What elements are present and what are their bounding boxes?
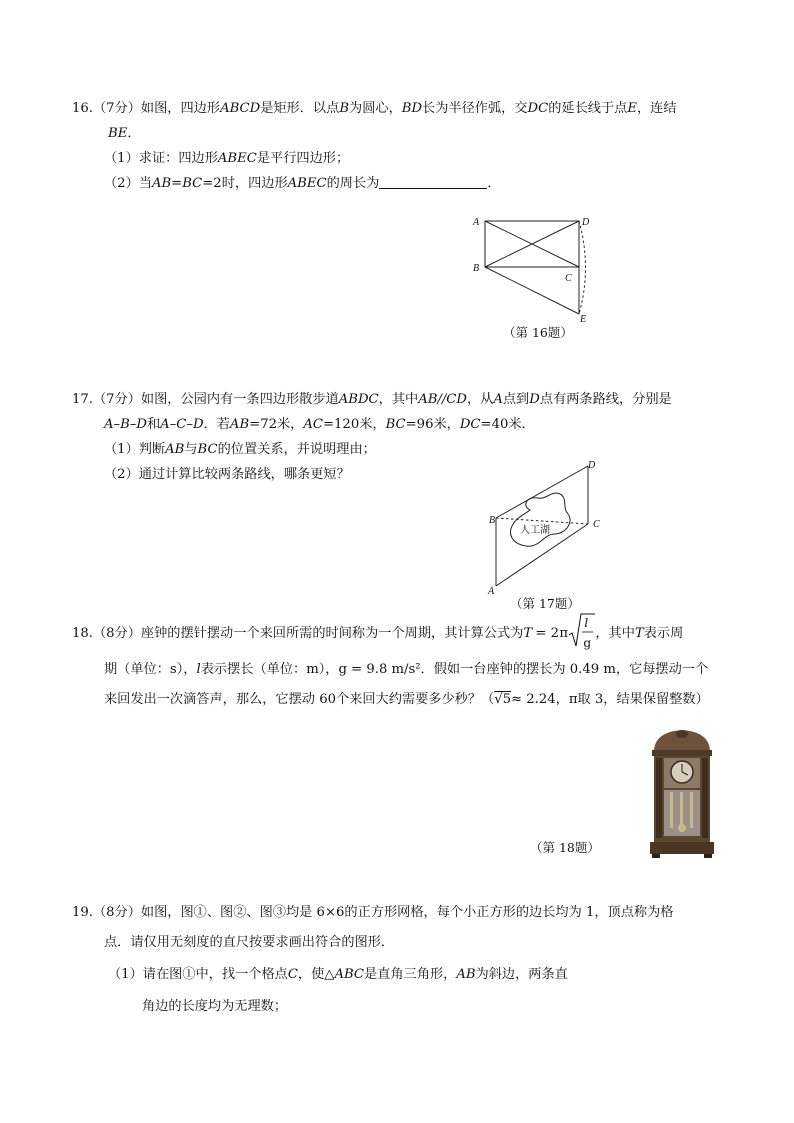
q16-label-b: B (473, 263, 480, 274)
clock-image (648, 728, 716, 858)
answer-blank (379, 175, 487, 189)
q16-part-2: （2）当AB=BC=2时，四边形ABEC的周长为 ． (104, 176, 501, 191)
q18-line-3: 来回发出一次滴答声，那么，它摆动 60个来回大约需要多少秒？（√5≈ 2.24，π取 3，结果保留整数） (104, 692, 709, 707)
q18-caption: （第 18题） (530, 840, 600, 855)
q17-figure (482, 456, 606, 598)
q17-label-d: D (588, 460, 596, 471)
q16-part-1: （1）求证：四边形ABEC是平行四边形； (104, 151, 350, 166)
sqrt5-expression: √5 (494, 692, 512, 707)
q17-lake-label: 人工湖 (520, 525, 550, 536)
q16-label-e: E (580, 314, 587, 325)
q16-line-1: 16.（7分）如图，四边形ABCD是矩形．以点B为圆心，BD长为半径作弧，交DC的延长线于点E，连结 (72, 101, 677, 116)
q17-part-2: （2）通过计算比较两条路线，哪条更短？ (104, 467, 350, 482)
q16-label-d: D (582, 217, 590, 228)
q19-line-2: 点．请仅用无刻度的直尺按要求画出符合的图形． (104, 935, 395, 950)
q17-line-2: A–B–D和A–C–D．若AB=72米，AC=120米，BC=96米，DC=40米． (104, 417, 535, 432)
q18-line-1: 18.（8分）座钟的摆针摆动一个来回所需的时间称为一个周期，其计算公式为 T = 2 π l g ，其中T表示周 (72, 616, 684, 650)
q17-part-1: （1）判断AB与BC的位置关系，并说明理由； (104, 442, 376, 457)
q16-caption: （第 16题） (503, 325, 573, 340)
q16-label-c: C (565, 273, 572, 284)
q19-line-1: 19.（8分）如图，图①、图②、图③均是 6×6的正方形网格，每个小正方形的边长均为 1，顶点称为格 (72, 905, 674, 920)
q17-label-c: C (593, 519, 600, 530)
q16-figure (468, 210, 596, 326)
q16-label-a: A (473, 217, 480, 228)
period-formula: T = 2 π l g (523, 625, 595, 643)
q17-label-a: A (488, 586, 495, 597)
q17-line-1: 17.（7分）如图，公园内有一条四边形散步道ABDC，其中AB//CD，从A点到D点有两条路线，分别是 (72, 392, 672, 407)
q17-caption: （第 17题） (510, 596, 580, 611)
q16-line-2: BE． (108, 126, 141, 141)
q18-line-2: 期（单位：s），l表示摆长（单位：m），g = 9.8 m/s²．假如一台座钟的摆长为 0.49 m，它每摆动一个 (104, 662, 709, 677)
q17-label-b: B (489, 515, 496, 526)
q19-part-1: （1）请在图①中，找一个格点C，使△ABC是直角三角形，AB为斜边，两条直 (108, 967, 568, 982)
q19-part-1-cont: 角边的长度均为无理数； (142, 999, 288, 1014)
